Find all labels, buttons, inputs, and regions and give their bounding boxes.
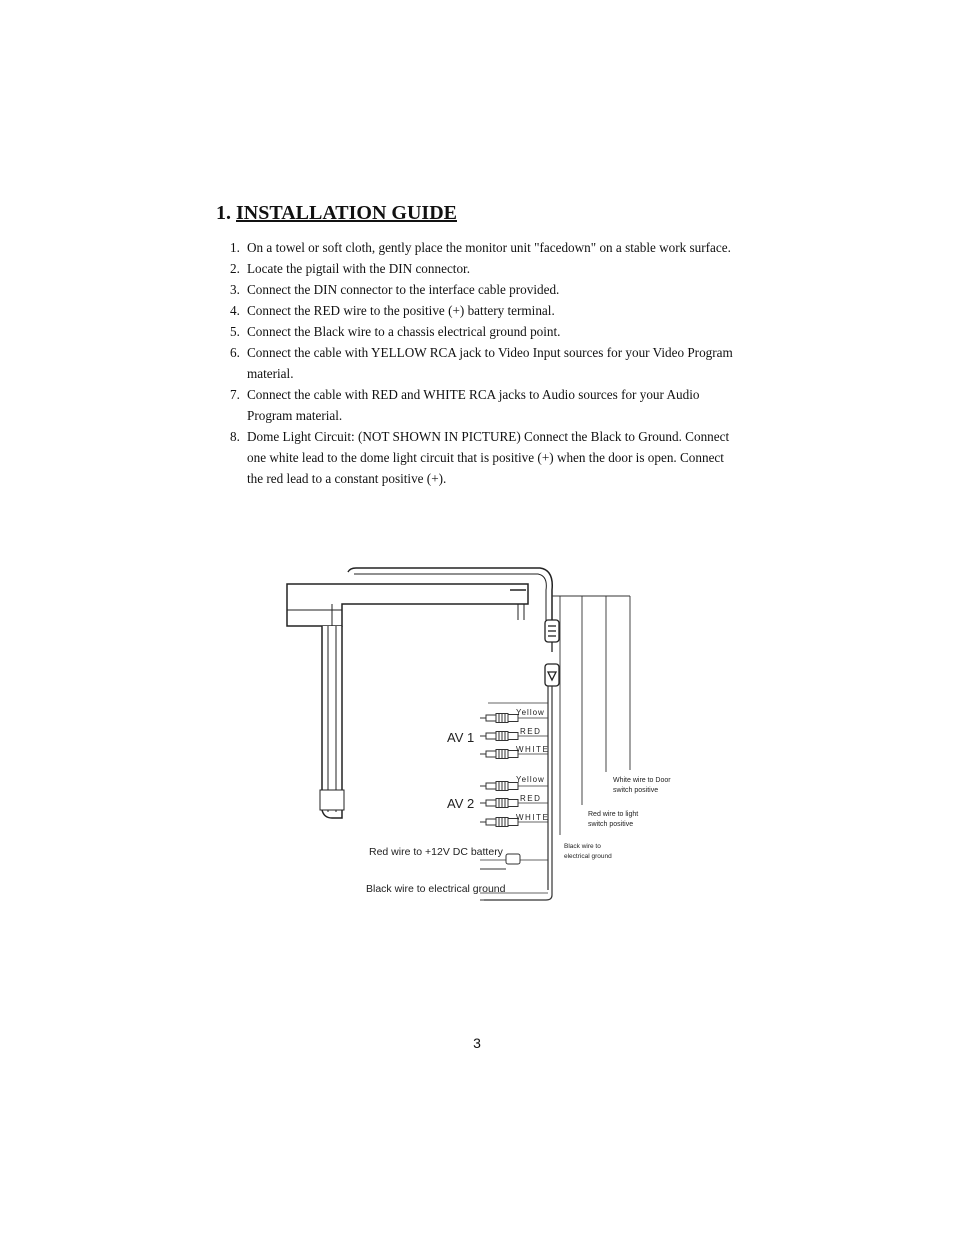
step-item — [230, 384, 740, 426]
dome-red-label — [588, 811, 638, 828]
av1-rca-jacks — [480, 714, 518, 759]
step-number: 6. — [230, 345, 240, 360]
dome-black-line1: Black wire to — [564, 843, 601, 850]
step-text: Connect the cable with RED and WHITE RCA jacks to Audio sources for your Audio Program material. — [247, 387, 700, 423]
section-heading — [216, 202, 457, 225]
av2-rca-jacks — [480, 782, 518, 827]
step-text: Dome Light Circuit: (NOT SHOWN IN PICTURE) Connect the Black to Ground. Connect one white lead to the dome light circuit that is positive (+) when the door is open. Connect the red lead to a constant positive (+). — [247, 429, 730, 486]
monitor-unit — [287, 568, 552, 818]
wiring-diagram — [270, 560, 690, 910]
av2-yellow-label: Yellow — [516, 775, 545, 784]
dome-black-label — [564, 843, 612, 860]
step-number: 4. — [230, 303, 240, 318]
page-number: 3 — [473, 1035, 481, 1051]
dome-red-line2: switch positive — [588, 821, 634, 828]
step-text: Connect the cable with YELLOW RCA jack to Video Input sources for your Video Program material. — [247, 345, 733, 381]
step-item — [230, 426, 740, 489]
dome-black-line2: electrical ground — [564, 853, 612, 860]
step-number: 3. — [230, 282, 240, 297]
step-text: Connect the RED wire to the positive (+) battery terminal. — [247, 303, 555, 318]
step-item — [230, 300, 740, 321]
step-item — [230, 321, 740, 342]
heading-number: 1. — [216, 202, 231, 224]
black-ground-label: Black wire to electrical ground — [366, 883, 506, 895]
red-power-label: Red wire to +12V DC battery — [369, 846, 503, 858]
dome-white-line1: White wire to Door — [613, 777, 671, 784]
step-text: Connect the DIN connector to the interface cable provided. — [247, 282, 560, 297]
av2-white-label: WHITE — [516, 813, 550, 822]
dome-white-label — [613, 777, 671, 794]
av1-label: AV 1 — [447, 730, 475, 745]
av1-red-label: RED — [520, 727, 542, 736]
step-number: 1. — [230, 240, 240, 255]
step-text: On a towel or soft cloth, gently place the monitor unit "facedown" on a stable work surface. — [247, 240, 731, 255]
step-item — [230, 237, 740, 258]
step-number: 7. — [230, 387, 240, 402]
step-text: Locate the pigtail with the DIN connector. — [247, 261, 471, 276]
heading-text: INSTALLATION GUIDE — [236, 202, 457, 224]
av1-yellow-label: Yellow — [516, 708, 545, 717]
av1-white-label: WHITE — [516, 745, 550, 754]
dome-white-line2: switch positive — [613, 787, 659, 794]
step-text: Connect the Black wire to a chassis electrical ground point. — [247, 324, 561, 339]
step-number: 5. — [230, 324, 240, 339]
step-number: 8. — [230, 429, 240, 444]
din-connector — [545, 620, 559, 686]
av2-label: AV 2 — [447, 796, 475, 811]
step-item — [230, 342, 740, 384]
step-item — [230, 258, 740, 279]
step-number: 2. — [230, 261, 240, 276]
installation-steps — [230, 237, 740, 489]
step-item — [230, 279, 740, 300]
av2-red-label: RED — [520, 794, 542, 803]
dome-red-line1: Red wire to light — [588, 811, 639, 818]
